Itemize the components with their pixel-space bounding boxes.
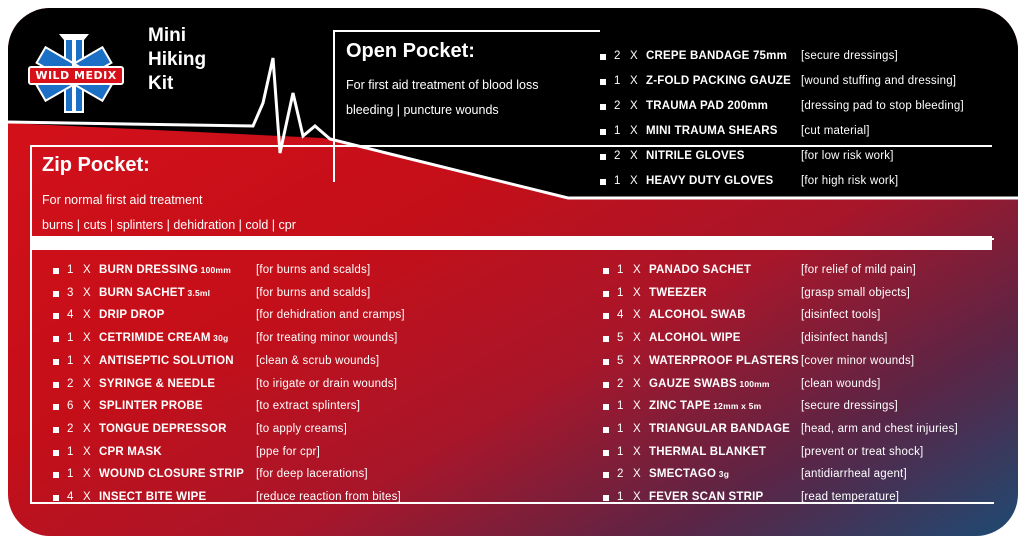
item-quantity: 1 — [617, 422, 624, 435]
item-name-text: TRAUMA PAD 200mm — [646, 100, 769, 112]
item-description: [for low risk work] — [801, 150, 894, 162]
item-description: [for burns and scalds] — [256, 264, 371, 276]
item-name — [649, 260, 751, 280]
bullet-icon — [53, 268, 59, 274]
item-quantity: 5 — [617, 332, 624, 345]
item-description: [cut material] — [801, 125, 870, 137]
item-name — [646, 96, 768, 116]
item-quantity: 2 — [614, 50, 621, 62]
bullet-icon — [600, 129, 606, 135]
item-multiplier: X — [630, 175, 638, 187]
item-description: [cover minor wounds] — [801, 354, 915, 367]
item-name — [99, 396, 203, 416]
item-name — [99, 419, 227, 439]
item-description: [grasp small objects] — [801, 286, 911, 299]
item-multiplier: X — [83, 468, 91, 481]
item-multiplier: X — [83, 264, 91, 276]
bullet-icon — [603, 450, 609, 456]
item-description: [for burns and scalds] — [256, 286, 371, 299]
item-description: [disinfect hands] — [801, 332, 888, 345]
item-multiplier: X — [633, 445, 641, 458]
item-description: [secure dressings] — [801, 50, 898, 62]
item-multiplier: X — [83, 491, 91, 503]
item-quantity: 3 — [67, 286, 74, 299]
bullet-icon — [600, 104, 606, 110]
item-multiplier: X — [633, 468, 641, 481]
item-unit: 3g — [716, 469, 730, 480]
item-name — [649, 351, 799, 371]
item-name-text: DRIP DROP — [99, 309, 165, 322]
item-unit: 100mm — [736, 378, 770, 389]
item-description: [wound stuffing and dressing] — [801, 75, 957, 87]
item-unit: 3.5ml — [184, 287, 211, 298]
bullet-icon — [53, 313, 59, 319]
item-multiplier: X — [633, 286, 641, 299]
bullet-icon — [53, 450, 59, 456]
item-name — [649, 487, 763, 507]
item-name-text: THERMAL BLANKET — [649, 445, 767, 458]
bullet-icon — [603, 359, 609, 365]
item-quantity: 1 — [67, 468, 74, 481]
item-name — [99, 487, 206, 507]
item-name-text: TRIANGULAR BANDAGE — [649, 422, 790, 435]
item-description: [read temperature] — [801, 491, 900, 503]
bullet-icon — [53, 382, 59, 388]
item-name-text: SMECTAGO — [649, 468, 717, 481]
bullet-icon — [603, 427, 609, 433]
open-pocket-uses: bleeding | puncture wounds — [346, 103, 499, 117]
item-description: [prevent or treat shock] — [801, 445, 924, 458]
bullet-icon — [53, 359, 59, 365]
item-name-text: TONGUE DEPRESSOR — [99, 422, 227, 435]
item-multiplier: X — [633, 491, 641, 503]
item-description: [to apply creams] — [256, 422, 347, 435]
item-name — [99, 305, 165, 325]
kit-title-line-1: Mini — [148, 25, 186, 46]
item-description: [reduce reaction from bites] — [256, 491, 401, 503]
item-quantity: 1 — [67, 332, 74, 345]
item-name-text: WOUND CLOSURE STRIP — [99, 468, 244, 481]
item-name — [99, 464, 244, 484]
item-name-text: SYRINGE & NEEDLE — [99, 377, 216, 390]
item-multiplier: X — [83, 354, 91, 367]
item-name-text: BURN DRESSING — [99, 264, 199, 276]
item-name — [99, 328, 228, 348]
wild-medix-logo — [24, 24, 124, 119]
item-name-text: SPLINTER PROBE — [99, 400, 203, 413]
item-name-text: BURN SACHET — [99, 286, 185, 299]
item-name-text: NITRILE GLOVES — [646, 150, 745, 162]
bullet-icon — [53, 404, 59, 410]
item-multiplier: X — [83, 377, 91, 390]
item-quantity: 2 — [614, 100, 621, 112]
item-multiplier: X — [83, 422, 91, 435]
item-name — [99, 283, 210, 303]
item-name-text: CETRIMIDE CREAM — [99, 332, 211, 345]
item-unit: 12mm x 5m — [710, 401, 762, 412]
item-multiplier: X — [630, 100, 638, 112]
bullet-icon — [603, 268, 609, 274]
item-name-text: INSECT BITE WIPE — [99, 491, 207, 503]
bullet-icon — [600, 54, 606, 60]
bullet-icon — [53, 291, 59, 297]
item-multiplier: X — [630, 125, 638, 137]
item-name — [649, 328, 741, 348]
item-description: [secure dressings] — [801, 400, 898, 413]
item-name — [649, 396, 761, 416]
item-description: [for treating minor wounds] — [256, 332, 398, 345]
item-name-text: ALCOHOL WIPE — [649, 332, 741, 345]
item-name — [646, 46, 787, 66]
item-multiplier: X — [633, 377, 641, 390]
item-quantity: 1 — [617, 491, 624, 503]
item-quantity: 1 — [617, 264, 624, 276]
zip-pocket-uses: burns | cuts | splinters | dehidration | cold | cpr — [42, 218, 296, 232]
item-name — [99, 442, 162, 462]
item-name — [646, 71, 791, 91]
item-name-text: HEAVY DUTY GLOVES — [646, 175, 774, 187]
kit-title-line-3: Kit — [148, 73, 174, 94]
item-multiplier: X — [630, 50, 638, 62]
item-quantity: 1 — [67, 354, 74, 367]
zip-pocket-description: For normal first aid treatment — [42, 193, 203, 207]
bullet-icon — [53, 336, 59, 342]
bullet-icon — [603, 291, 609, 297]
item-name — [99, 351, 234, 371]
item-multiplier: X — [633, 422, 641, 435]
item-name — [646, 121, 778, 141]
item-description: [head, arm and chest injuries] — [801, 422, 958, 435]
item-name-text: CPR MASK — [99, 445, 162, 458]
bullet-icon — [603, 382, 609, 388]
item-unit: 100mm — [198, 265, 231, 275]
item-quantity: 1 — [617, 445, 624, 458]
open-pocket-description: For first aid treatment of blood loss — [346, 78, 539, 92]
item-description: [antidiarrheal agent] — [801, 468, 907, 481]
item-quantity: 1 — [614, 75, 621, 87]
item-description: [clean & scrub wounds] — [256, 354, 380, 367]
item-quantity: 1 — [614, 125, 621, 137]
item-description: [to extract splinters] — [256, 400, 361, 413]
open-pocket-title: Open Pocket: — [346, 40, 475, 62]
item-multiplier: X — [633, 400, 641, 413]
item-name-text: WATERPROOF PLASTERS — [649, 354, 799, 367]
item-quantity: 2 — [617, 468, 624, 481]
item-quantity: 1 — [614, 175, 621, 187]
item-unit: 30g — [210, 333, 229, 344]
item-name — [649, 374, 770, 394]
item-name — [649, 442, 766, 462]
bullet-icon — [603, 404, 609, 410]
item-name-text: ZINC TAPE — [649, 400, 711, 413]
bullet-icon — [603, 495, 609, 501]
item-quantity: 2 — [67, 422, 74, 435]
item-quantity: 1 — [67, 445, 74, 458]
item-description: [clean wounds] — [801, 377, 881, 390]
kit-title — [148, 24, 268, 96]
item-multiplier: X — [633, 309, 641, 322]
item-multiplier: X — [83, 445, 91, 458]
item-description: [for dehidration and cramps] — [256, 309, 405, 322]
item-quantity: 4 — [67, 491, 74, 503]
kit-title-line-2: Hiking — [148, 49, 207, 70]
item-quantity: 4 — [67, 309, 74, 322]
item-description: [for relief of mild pain] — [801, 264, 916, 276]
item-description: [ppe for cpr] — [256, 445, 320, 458]
item-name — [99, 260, 231, 280]
zip-pocket-title: Zip Pocket: — [42, 154, 150, 176]
bullet-icon — [53, 495, 59, 501]
item-multiplier: X — [630, 150, 638, 162]
item-quantity: 2 — [614, 150, 621, 162]
item-name-text: PANADO SACHET — [649, 264, 752, 276]
bullet-icon — [603, 472, 609, 478]
item-description: [dressing pad to stop bleeding] — [801, 100, 964, 112]
item-multiplier: X — [83, 332, 91, 345]
item-quantity: 2 — [67, 377, 74, 390]
item-quantity: 5 — [617, 354, 624, 367]
item-name-text: MINI TRAUMA SHEARS — [646, 125, 778, 137]
item-name-text: GAUZE SWABS — [649, 377, 737, 390]
item-quantity: 4 — [617, 309, 624, 322]
item-multiplier: X — [83, 309, 91, 322]
item-quantity: 1 — [67, 264, 74, 276]
item-quantity: 1 — [617, 286, 624, 299]
item-description: [to irigate or drain wounds] — [256, 377, 398, 390]
item-description: [disinfect tools] — [801, 309, 881, 322]
item-name — [649, 464, 729, 484]
logo-label: WILD MEDIX — [28, 66, 124, 85]
item-name-text: ANTISEPTIC SOLUTION — [99, 354, 234, 367]
item-multiplier: X — [633, 332, 641, 345]
item-quantity: 2 — [617, 377, 624, 390]
bullet-icon — [53, 472, 59, 478]
bullet-icon — [603, 313, 609, 319]
item-multiplier: X — [83, 286, 91, 299]
item-quantity: 1 — [617, 400, 624, 413]
item-multiplier: X — [630, 75, 638, 87]
item-multiplier: X — [83, 400, 91, 413]
bullet-icon — [603, 336, 609, 342]
bullet-icon — [600, 79, 606, 85]
item-name-text: FEVER SCAN STRIP — [649, 491, 764, 503]
item-multiplier: X — [633, 264, 641, 276]
item-name-text: Z-FOLD PACKING GAUZE — [646, 75, 791, 87]
item-name — [649, 419, 790, 439]
item-name — [99, 374, 215, 394]
item-description: [for high risk work] — [801, 175, 899, 187]
item-name-text: TWEEZER — [649, 286, 707, 299]
item-name — [649, 283, 707, 303]
item-description: [for deep lacerations] — [256, 468, 368, 481]
bullet-icon — [53, 427, 59, 433]
item-name — [649, 305, 746, 325]
item-multiplier: X — [633, 354, 641, 367]
item-name-text: ALCOHOL SWAB — [649, 309, 746, 322]
item-name-text: CREPE BANDAGE 75mm — [646, 50, 787, 62]
item-quantity: 6 — [67, 400, 74, 413]
